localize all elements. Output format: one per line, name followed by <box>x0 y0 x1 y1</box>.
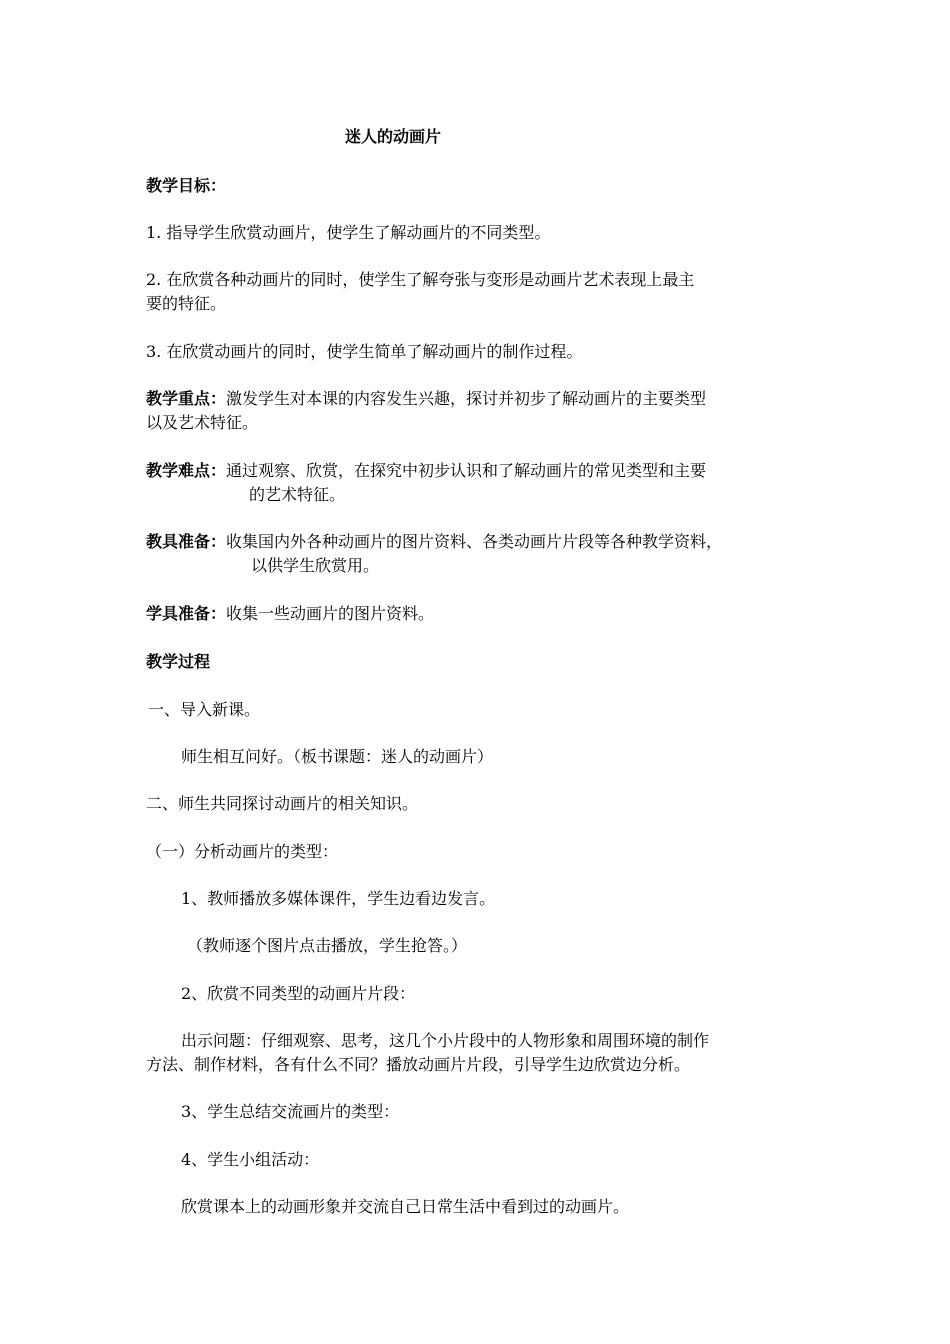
process-line-8: 出示问题：仔细观察、思考，这几个小片段中的人物形象和周围环境的制作 <box>181 1031 710 1050</box>
process-line-4: （一）分析动画片的类型： <box>146 842 339 861</box>
process-line-3: 二、师生共同探讨动画片的相关知识。 <box>146 794 419 813</box>
difficulties-line-1 <box>146 459 706 483</box>
key-points-line-1 <box>146 387 706 411</box>
goal-item-2-line-2: 要的特征。 <box>146 294 227 313</box>
difficulties-label: 教学难点： <box>146 461 227 480</box>
key-points-line-2: 以及艺术特征。 <box>146 413 259 432</box>
student-prep-label: 学具准备： <box>146 604 227 623</box>
difficulties-text: 通过观察、欣赏，在探究中初步认识和了解动画片的常见类型和主要 <box>226 461 707 480</box>
document-title: 迷人的动画片 <box>345 127 442 146</box>
process-line-9: 方法、制作材料，各有什么不同？播放动画片片段，引导学生边欣赏边分析。 <box>146 1055 691 1074</box>
process-line-6: （教师逐个图片点击播放，学生抢答。） <box>187 936 468 955</box>
goals-heading: 教学目标： <box>146 176 227 195</box>
process-line-11: 4、学生小组活动： <box>181 1150 320 1169</box>
key-points-text: 激发学生对本课的内容发生兴趣，探讨并初步了解动画片的主要类型 <box>226 389 707 408</box>
key-points-label: 教学重点： <box>146 389 227 408</box>
difficulties-line-2: 的艺术特征。 <box>249 485 346 504</box>
process-line-12: 欣赏课本上的动画形象并交流自己日常生活中看到过的动画片。 <box>181 1197 630 1216</box>
process-line-5: 1、教师播放多媒体课件，学生边看边发言。 <box>181 889 496 908</box>
process-line-2: 师生相互问好。（板书课题：迷人的动画片） <box>181 747 494 766</box>
process-heading: 教学过程 <box>146 652 211 671</box>
process-line-7: 2、欣赏不同类型的动画片片段： <box>181 984 416 1003</box>
goal-item-2-line-1: 2. 在欣赏各种动画片的同时，使学生了解夸张与变形是动画片艺术表现上最主 <box>146 270 695 289</box>
process-line-10: 3、学生总结交流画片的类型： <box>181 1102 400 1121</box>
teacher-prep-label: 教具准备： <box>146 532 227 551</box>
student-prep-text: 收集一些动画片的图片资料。 <box>226 604 435 623</box>
teacher-prep-line-2: 以供学生欣赏用。 <box>251 556 380 575</box>
process-line-1: 一、导入新课。 <box>148 700 261 719</box>
goal-item-1: 1. 指导学生欣赏动画片，使学生了解动画片的不同类型。 <box>146 223 551 242</box>
teacher-prep-text: 收集国内外各种动画片的图片资料、各类动画片片段等各种教学资料， <box>226 532 723 551</box>
student-prep-line <box>146 602 434 626</box>
goal-item-3: 3. 在欣赏动画片的同时，使学生简单了解动画片的制作过程。 <box>146 342 583 361</box>
teacher-prep-line-1 <box>146 530 722 554</box>
